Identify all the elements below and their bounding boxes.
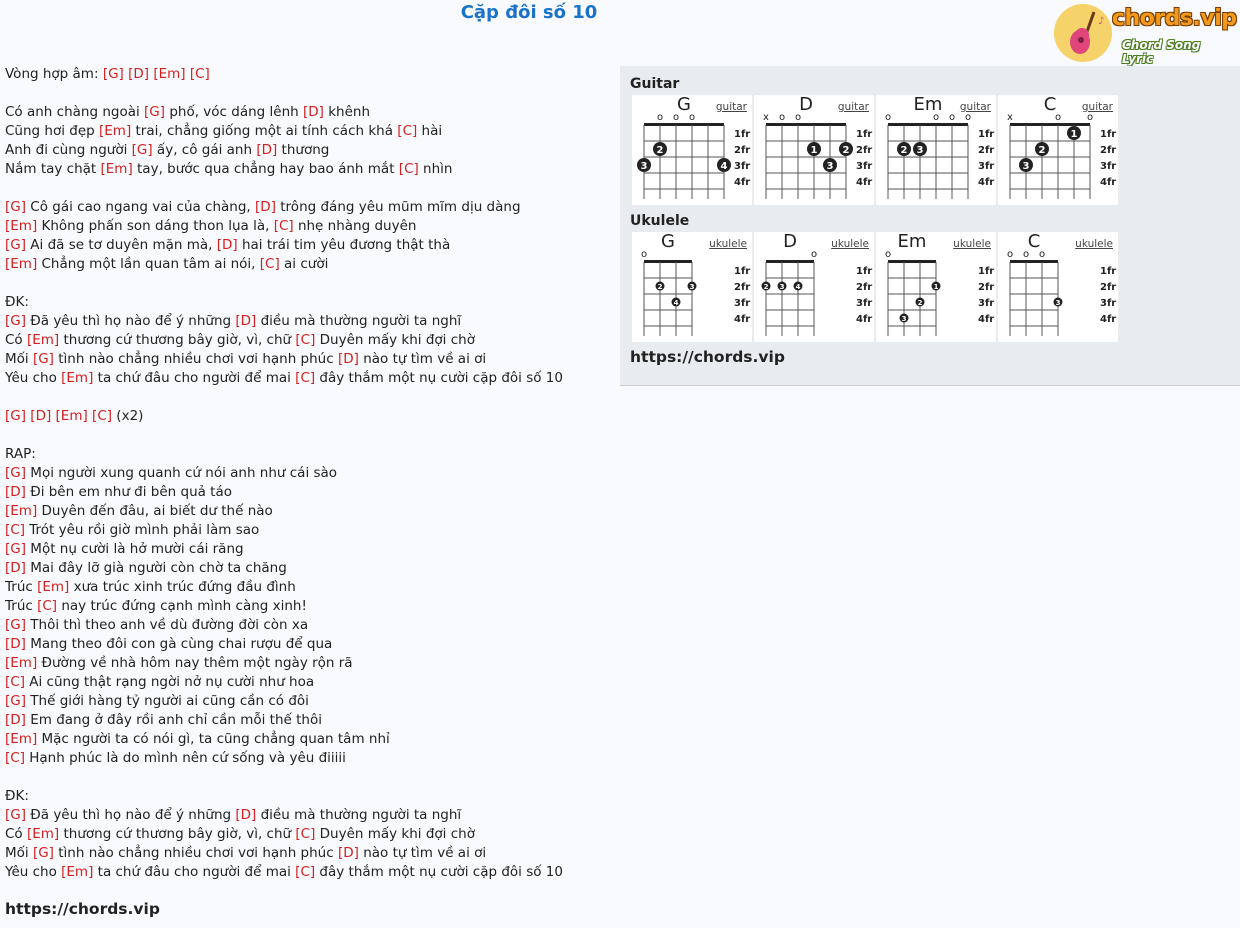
lyrics-body [5,65,615,882]
lyric-text: Đi bên em như đi bên quả táo [25,484,233,500]
lyric-line [5,654,615,673]
lyric-text: Mặc người ta có nói gì, ta cũng chẳng quan tâm nhỉ [37,731,390,747]
finger-number: 3 [640,161,648,172]
lyric-text: RAP: [5,446,36,462]
lyric-text: nhìn [418,161,453,177]
chord-link[interactable]: [G] [32,351,54,367]
lyric-text: hai trái tim yêu đương thật thà [237,237,451,253]
finger-number: 3 [689,283,695,291]
instrument-link[interactable]: guitar [837,101,869,113]
lyric-line [5,616,615,635]
fretboard [754,95,874,205]
lyric-text: ta chứ đâu cho người để mai [93,864,296,880]
lyric-text: ai cười [279,256,329,272]
lyric-text: Hạnh phúc là do mình nên cứ sống và yêu điiiii [24,750,346,766]
finger-number: 3 [901,315,907,323]
lyric-text: thương [277,142,330,158]
fret-label: 1fr [978,129,995,140]
chord-link[interactable]: [C] [5,674,25,690]
string-marker: o [884,249,892,260]
chord-name: G [661,231,675,252]
lyric-line [5,141,615,160]
fret-label: 2fr [856,282,873,293]
svg-text:♪: ♪ [1098,16,1105,27]
footer-url[interactable]: https://chords.vip [5,900,160,918]
lyric-line [5,350,615,369]
fret-label: 1fr [734,129,751,140]
lyric-line [5,578,615,597]
chord-link[interactable]: [D] [235,313,257,329]
lyric-line [5,635,615,654]
lyric-text: Em đang ở đây rồi anh chỉ cần mỗi thế thôi [25,712,322,728]
lyric-line [5,331,615,350]
nut [888,260,936,263]
chord-link[interactable]: [C] [5,750,25,766]
chord-link[interactable]: [Em] [5,503,38,519]
finger-number: 3 [779,283,785,291]
chord-link[interactable]: [Em] [5,655,38,671]
lyric-line [5,122,615,141]
chord-link[interactable]: [C] [398,161,419,177]
site-logo[interactable] [1054,4,1237,66]
chord-link[interactable]: [G] [144,104,166,120]
string-marker: o [948,112,956,123]
chord-link[interactable]: [Em] [61,370,94,386]
lyric-text: nhẹ nhàng duyên [293,218,417,234]
lyric-text: Mai đây lỡ già người còn chờ ta chăng [25,560,287,576]
chord-link[interactable]: [D] [337,845,359,861]
lyric-text: Chẳng một lần quan tâm ai nói, [37,256,260,272]
lyric-text: Ai cũng thật rạng ngời nở nụ cười như hoa [24,674,315,690]
string-marker: o [1086,112,1094,123]
chord-link[interactable]: [C] [37,598,58,614]
chord-link[interactable]: [G] [32,845,54,861]
fret-label: 1fr [856,266,873,277]
lyric-text: Yêu cho [5,370,62,386]
lyric-text: điều mà thường người ta nghĩ [256,313,462,329]
lyric-line [5,502,615,521]
chord-link[interactable]: [Em] [100,161,133,177]
lyric-line [5,692,615,711]
chord-link[interactable]: [G] [5,408,26,424]
lyric-line [5,825,615,844]
fret-label: 1fr [734,266,751,277]
lyric-text: Mọi người xung quanh cứ nói anh như cái sào [26,465,338,481]
lyric-line [5,236,615,255]
fret-label: 1fr [856,129,873,140]
finger-number: 3 [916,145,924,156]
chord-link[interactable]: [D] [302,104,324,120]
chord-link[interactable]: [Em] [99,123,132,139]
string-marker: o [1038,249,1046,260]
lyric-text: Mối [5,351,33,367]
chord-name: D [783,231,797,252]
lyric-line [5,559,615,578]
chord-link[interactable]: [D] [235,807,257,823]
lyric-line [5,293,615,312]
lyric-line [5,787,615,806]
fret-label: 2fr [1100,145,1117,156]
fret-label: 2fr [856,145,873,156]
lyric-line [5,540,615,559]
lyric-text: điều mà thường người ta nghĩ [256,807,462,823]
finger-number: 3 [1055,299,1061,307]
lyric-text: Yêu cho [5,864,62,880]
lyric-text: thương cứ thương bây giờ, vì, chữ [59,332,296,348]
lyric-line [5,84,615,103]
fret-label: 2fr [734,282,751,293]
chord-diagram-guitar-d[interactable] [754,95,874,205]
fret-label: 3fr [978,161,995,172]
lyric-text: Mối [5,845,33,861]
lyric-text: Trúc [5,579,38,595]
chord-link[interactable]: [G] [5,807,26,823]
string-marker: o [932,112,940,123]
lyric-text: đây thắm một nụ cười cặp đôi số 10 [315,370,563,386]
fretboard [754,232,874,342]
lyric-line [5,217,615,236]
finger-number: 4 [795,283,801,291]
lyric-text: tình nào chẳng nhiều chơi vơi hạnh phúc [53,845,338,861]
finger-number: 1 [1070,129,1078,140]
lyric-line [5,103,615,122]
chord-link[interactable]: [C] [259,256,280,272]
chord-name: D [799,94,813,115]
lyric-text: Duyên đến đâu, ai biết dư thế nào [37,503,273,519]
chord-link[interactable]: [D] [5,636,26,652]
lyric-line [5,179,615,198]
chord-link[interactable]: [G] [5,313,26,329]
lyric-text: Thôi thì theo anh về dù đường đời còn xa [26,617,309,633]
chord-link[interactable]: [Em] [5,256,38,272]
fret-label: 3fr [856,298,873,309]
finger-number: 4 [673,299,679,307]
chord-link[interactable]: [D] [256,142,278,158]
lyric-text: Đường về nhà hôm nay thêm một ngày rộn rã [37,655,353,671]
fret-label: 3fr [856,161,873,172]
instrument-link[interactable]: guitar [959,101,991,113]
chord-link[interactable]: [Em] [5,218,38,234]
lyric-text: hài [417,123,443,139]
lyric-line [5,426,615,445]
fret-label: 3fr [734,161,751,172]
chord-name: G [677,94,691,115]
fret-label: 4fr [734,314,751,325]
chord-link[interactable]: [C] [189,66,210,82]
chord-diagram-ukulele-d[interactable] [754,232,874,342]
fret-label: 4fr [978,314,995,325]
lyric-text: thương cứ thương bây giờ, vì, chữ [59,826,296,842]
lyric-line [5,521,615,540]
lyric-text: Có anh chàng ngoài [5,104,145,120]
fret-label: 4fr [856,314,873,325]
lyric-line [5,483,615,502]
finger-number: 1 [810,145,818,156]
chord-diagram-ukulele-c[interactable] [998,232,1118,342]
chord-link[interactable]: [Em] [61,864,94,880]
chord-link[interactable]: [D] [255,199,276,215]
chord-link[interactable]: [D] [337,351,359,367]
lyric-line [5,464,615,483]
string-marker: o [688,112,696,123]
fret-label: 1fr [978,266,995,277]
chord-diagram-guitar-g[interactable] [632,95,752,205]
lyric-text: tình nào chẳng nhiều chơi vơi hạnh phúc [53,351,338,367]
lyric-text: Duyên mấy khi đợi chờ [315,826,475,842]
lyric-text: đây thắm một nụ cười cặp đôi số 10 [315,864,563,880]
lyric-line [5,65,615,84]
string-marker: x [763,112,769,123]
nut [644,260,692,263]
finger-number: 3 [1022,161,1030,172]
nut [644,123,724,126]
string-marker: o [672,112,680,123]
instrument-link[interactable]: guitar [715,101,747,113]
lyric-text: nào tự tìm về ai ơi [358,351,487,367]
fret-label: 2fr [734,145,751,156]
fretboard [632,232,752,342]
fret-label: 2fr [978,282,995,293]
chord-link[interactable]: [Em] [37,579,70,595]
instrument-link[interactable]: guitar [1081,101,1113,113]
fretboard [998,95,1118,205]
finger-number: 2 [657,283,663,291]
lyric-text: Thế giới hàng tỷ người ai cũng cần có đôi [26,693,309,709]
instrument-link[interactable]: ukulele [831,238,869,250]
chord-link[interactable]: [Em] [5,731,38,747]
chord-link[interactable]: [G] [5,237,26,253]
lyric-text: Một nụ cười là hở mười cái răng [26,541,244,557]
lyric-text: Nắm tay chặt [5,161,101,177]
logo-name: chords.vip [1112,6,1237,31]
chord-link[interactable]: [C] [295,370,316,386]
lyric-line [5,312,615,331]
fret-label: 4fr [734,177,751,188]
lyric-text: nào tự tìm về ai ơi [358,845,487,861]
chord-link[interactable]: [Em] [26,332,60,348]
fretboard [876,95,996,205]
lyric-text: Cũng hơi đẹp [5,123,99,139]
lyric-line [5,160,615,179]
lyric-line [5,673,615,692]
fret-label: 3fr [1100,298,1117,309]
instrument-link[interactable]: ukulele [709,238,747,250]
chord-link[interactable]: [G] [102,66,124,82]
lyric-text: Anh đi cùng người [5,142,132,158]
logo-tagline: Chord Song Lyric [1122,38,1201,66]
lyric-line [5,730,615,749]
chord-link[interactable]: [C] [5,522,25,538]
lyric-text: Đã yêu thì họ nào để ý những [26,807,236,823]
fret-label: 4fr [978,177,995,188]
finger-number: 2 [900,145,908,156]
lyric-line [5,388,615,407]
string-marker: o [656,112,664,123]
lyric-text: Trúc [5,598,38,614]
lyric-line [5,369,615,388]
chord-link[interactable]: [D] [30,408,52,424]
chord-name: Em [913,94,943,115]
chord-link[interactable]: [G] [131,142,153,158]
lyric-text: xưa trúc xinh trúc đứng đầu đình [69,579,296,595]
chord-link[interactable]: [C] [295,332,316,348]
ukulele-section-title: Ukulele [630,213,690,229]
chord-link[interactable]: [G] [5,465,26,481]
string-marker: o [1006,249,1014,260]
lyric-text: Vòng hợp âm: [5,66,103,82]
nut [888,123,968,126]
lyric-text: ta chứ đâu cho người để mai [93,370,296,386]
chord-link[interactable]: [D] [5,560,26,576]
string-marker: x [1007,112,1013,123]
chord-link[interactable]: [C] [295,826,316,842]
fretboard [632,95,752,205]
lyric-text: Ai đã se tơ duyên mặn mà, [26,237,217,253]
finger-number: 2 [917,299,923,307]
lyric-line [5,844,615,863]
fret-label: 4fr [856,177,873,188]
chord-panel [620,66,1240,386]
lyric-text: ĐK: [5,294,29,310]
guitar-section-title: Guitar [630,76,680,92]
song-title: Cặp đôi số 10 [460,2,598,23]
chord-link[interactable]: [Em] [55,408,88,424]
chord-name: C [1043,94,1057,115]
lyric-text: tay, bước qua chẳng hay bao ánh mắt [132,161,399,177]
nut [1010,123,1090,126]
nut [1010,260,1058,263]
lyric-line [5,198,615,217]
lyric-text: phố, vóc dáng lênh [165,104,303,120]
chord-link[interactable]: [C] [397,123,418,139]
string-marker: o [794,112,802,123]
lyric-text: Cô gái cao ngang vai của chàng, [26,199,256,215]
chord-link[interactable]: [C] [295,864,316,880]
lyric-line [5,407,615,426]
fret-label: 2fr [978,145,995,156]
chord-diagram-ukulele-g[interactable] [632,232,752,342]
string-marker: o [1054,112,1062,123]
chord-diagram-guitar-c[interactable] [998,95,1118,205]
chord-link[interactable]: [G] [5,199,26,215]
string-marker: o [810,249,818,260]
lyric-text: trai, chẳng giống một ai tính cách khá [131,123,398,139]
finger-number: 2 [656,145,664,156]
fret-label: 3fr [978,298,995,309]
fretboard [876,232,996,342]
lyric-text: Đã yêu thì họ nào để ý những [26,313,236,329]
panel-url[interactable]: https://chords.vip [630,348,785,366]
fret-label: 3fr [1100,161,1117,172]
fret-label: 4fr [1100,177,1117,188]
chord-link[interactable]: [C] [92,408,113,424]
lyric-text: Có [5,826,27,842]
nut [766,260,814,263]
fret-label: 1fr [1100,266,1117,277]
guitar-icon [1054,4,1112,62]
chord-link[interactable]: [D] [216,237,238,253]
fret-label: 3fr [734,298,751,309]
lyric-line [5,749,615,768]
chord-link[interactable]: [G] [5,617,26,633]
string-marker: o [884,112,892,123]
nut [766,123,846,126]
lyric-line [5,445,615,464]
fret-label: 1fr [1100,129,1117,140]
finger-number: 2 [1038,145,1046,156]
lyric-text: ấy, cô gái anh [152,142,257,158]
lyric-text: Duyên mấy khi đợi chờ [315,332,475,348]
lyric-text: (x2) [112,408,144,424]
lyric-line [5,711,615,730]
instrument-link[interactable]: ukulele [953,238,991,250]
string-marker: o [964,112,972,123]
chord-link[interactable]: [Em] [153,66,186,82]
fretboard [998,232,1118,342]
string-marker: o [1022,249,1030,260]
finger-number: 3 [826,161,834,172]
lyric-text: Có [5,332,27,348]
chord-link[interactable]: [D] [5,484,26,500]
chord-diagram-guitar-em[interactable] [876,95,996,205]
fret-label: 2fr [1100,282,1117,293]
lyric-line [5,768,615,787]
chord-link[interactable]: [C] [273,218,294,234]
lyric-text: khênh [323,104,371,120]
chord-link[interactable]: [D] [5,712,26,728]
instrument-link[interactable]: ukulele [1075,238,1113,250]
chord-link[interactable]: [G] [5,541,26,557]
finger-number: 2 [842,145,850,156]
chord-link[interactable]: [G] [5,693,26,709]
lyric-line [5,806,615,825]
lyric-line [5,863,615,882]
lyric-text: Trót yêu rồi giờ mình phải làm sao [24,522,260,538]
finger-number: 2 [763,283,769,291]
lyric-text: Không phấn son dáng thon lụa là, [37,218,274,234]
lyric-text: trông đáng yêu mũm mĩm dịu dàng [275,199,521,215]
lyric-line [5,274,615,293]
chord-diagram-ukulele-em[interactable] [876,232,996,342]
string-marker: o [640,249,648,260]
finger-number: 4 [720,161,728,172]
chord-name: Em [897,231,927,252]
fret-label: 4fr [1100,314,1117,325]
string-marker: o [778,112,786,123]
lyric-text: nay trúc đứng cạnh mình càng xinh! [57,598,307,614]
lyric-line [5,597,615,616]
chord-link[interactable]: [Em] [26,826,60,842]
chord-link[interactable]: [D] [128,66,150,82]
lyric-line [5,255,615,274]
chord-name: C [1027,231,1041,252]
lyric-text: ĐK: [5,788,29,804]
lyric-text: Mang theo đôi con gà cùng chai rượu để qua [25,636,333,652]
finger-number: 1 [933,283,939,291]
